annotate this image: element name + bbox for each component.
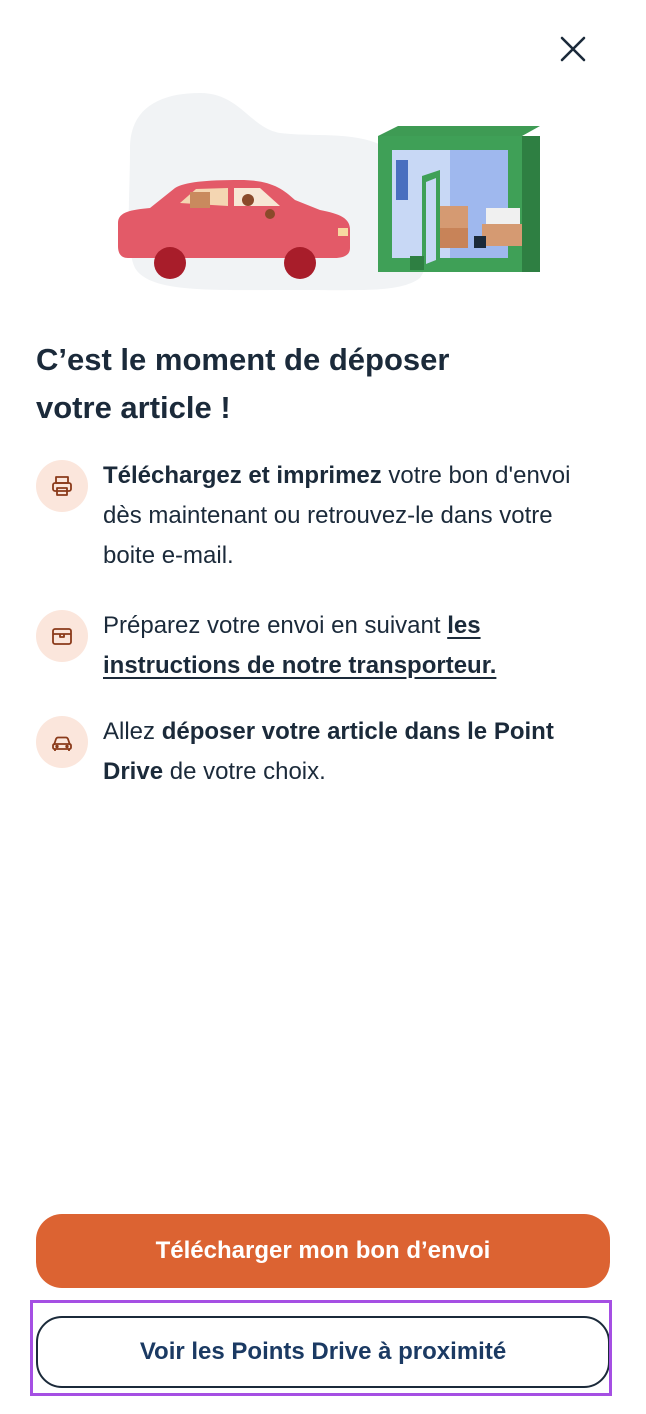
close-button[interactable] xyxy=(552,28,594,70)
step-download-text xyxy=(103,456,610,576)
nearby-points-drive-button[interactable]: Voir les Points Drive à proximité xyxy=(36,1316,610,1388)
step-drop-off-text xyxy=(103,712,610,792)
carrier-instructions-link[interactable]: les instructions de notre transporteur. xyxy=(103,612,497,679)
close-icon xyxy=(560,36,586,62)
title-line-1: C’est le moment de déposer xyxy=(36,342,450,377)
step-drop-off-lead: Allez xyxy=(103,718,162,745)
hero-illustration xyxy=(110,88,550,298)
step-download-rest: votre bon d'envoi dès maintenant ou retrouvez-le dans votre boite e-mail. xyxy=(103,462,571,569)
car-icon xyxy=(36,716,88,768)
step-prepare-lead: Préparez votre envoi en suivant xyxy=(103,612,448,639)
package-icon xyxy=(36,610,88,662)
step-drop-off-rest: de votre choix. xyxy=(163,758,326,785)
page-title xyxy=(36,336,596,432)
download-label-button[interactable]: Télécharger mon bon d’envoi xyxy=(36,1214,610,1288)
step-prepare-text xyxy=(103,606,610,686)
kiosk-graphic xyxy=(378,126,540,272)
step-drop-off-bold: déposer votre article dans le Point Drive xyxy=(103,718,554,785)
step-download-bold: Téléchargez et imprimez xyxy=(103,462,382,489)
title-line-2: votre article ! xyxy=(36,390,231,425)
printer-icon xyxy=(36,460,88,512)
